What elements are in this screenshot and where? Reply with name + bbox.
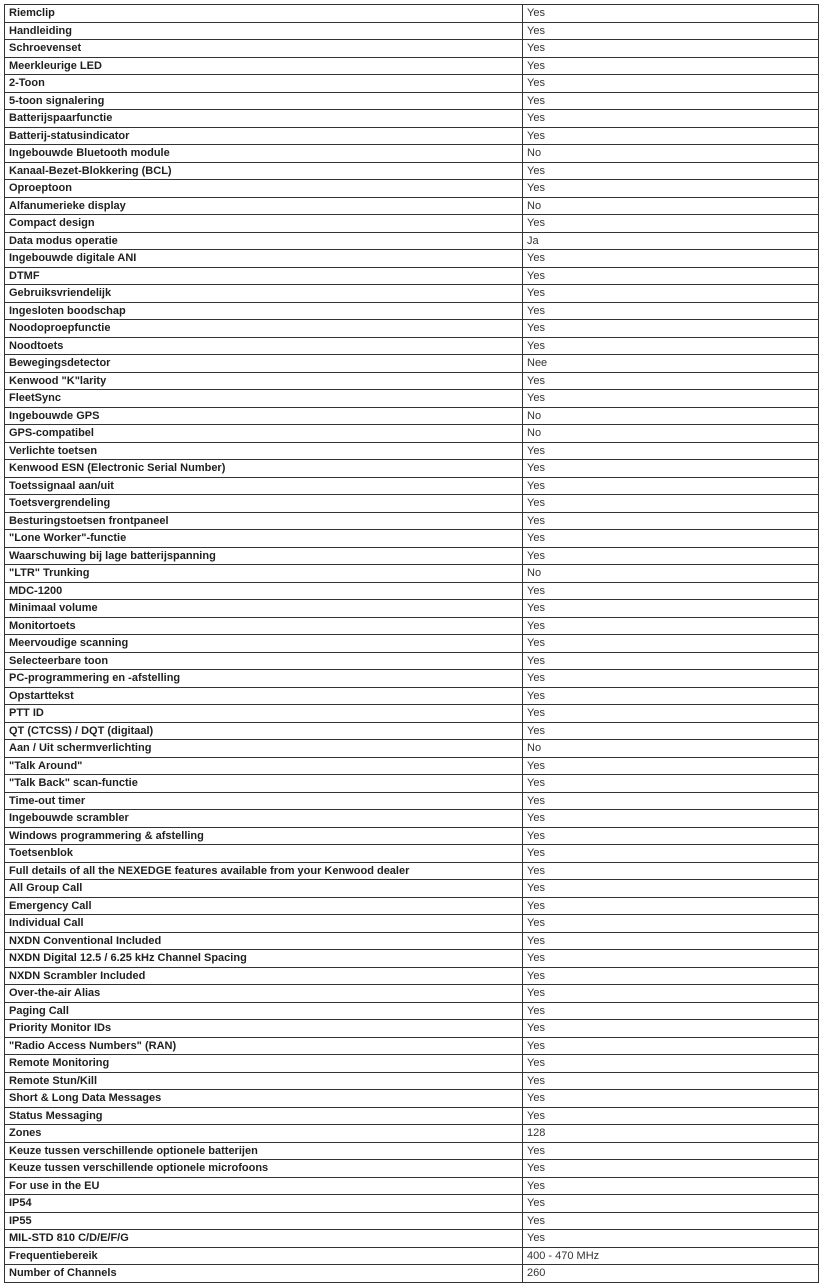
feature-name-cell: Remote Stun/Kill <box>5 1072 523 1090</box>
table-row <box>5 442 819 460</box>
feature-value-cell: Yes <box>523 215 819 233</box>
feature-name-cell: "Talk Around" <box>5 757 523 775</box>
table-row <box>5 127 819 145</box>
table-row <box>5 652 819 670</box>
feature-value-cell: Yes <box>523 1212 819 1230</box>
feature-name-cell: Selecteerbare toon <box>5 652 523 670</box>
table-row <box>5 845 819 863</box>
table-row <box>5 565 819 583</box>
feature-name-cell: QT (CTCSS) / DQT (digitaal) <box>5 722 523 740</box>
feature-value-cell: Yes <box>523 390 819 408</box>
feature-name-cell: Riemclip <box>5 5 523 23</box>
feature-value-cell: Yes <box>523 110 819 128</box>
feature-value-cell: Yes <box>523 512 819 530</box>
feature-name-cell: IP55 <box>5 1212 523 1230</box>
feature-name-cell: "Radio Access Numbers" (RAN) <box>5 1037 523 1055</box>
feature-name-cell: 5-toon signalering <box>5 92 523 110</box>
feature-value-cell: Yes <box>523 932 819 950</box>
feature-value-cell: Yes <box>523 757 819 775</box>
feature-value-cell: Yes <box>523 775 819 793</box>
feature-name-cell: NXDN Conventional Included <box>5 932 523 950</box>
feature-value-cell: Yes <box>523 267 819 285</box>
feature-name-cell: PTT ID <box>5 705 523 723</box>
feature-name-cell: 2-Toon <box>5 75 523 93</box>
feature-name-cell: Aan / Uit schermverlichting <box>5 740 523 758</box>
feature-name-cell: IP54 <box>5 1195 523 1213</box>
table-row <box>5 1142 819 1160</box>
feature-name-cell: Kenwood "K"larity <box>5 372 523 390</box>
feature-value-cell: No <box>523 425 819 443</box>
feature-value-cell: Yes <box>523 1055 819 1073</box>
feature-name-cell: Ingebouwde GPS <box>5 407 523 425</box>
feature-name-cell: GPS-compatibel <box>5 425 523 443</box>
table-row <box>5 1230 819 1248</box>
feature-value-cell: Yes <box>523 1002 819 1020</box>
feature-value-cell: 400 - 470 MHz <box>523 1247 819 1265</box>
feature-value-cell: Yes <box>523 705 819 723</box>
table-row <box>5 705 819 723</box>
feature-name-cell: Compact design <box>5 215 523 233</box>
table-row <box>5 355 819 373</box>
feature-value-cell: Yes <box>523 57 819 75</box>
feature-value-cell: Yes <box>523 1037 819 1055</box>
table-row <box>5 40 819 58</box>
table-row <box>5 22 819 40</box>
feature-name-cell: Gebruiksvriendelijk <box>5 285 523 303</box>
feature-name-cell: NXDN Digital 12.5 / 6.25 kHz Channel Spacing <box>5 950 523 968</box>
table-row <box>5 1037 819 1055</box>
feature-name-cell: Alfanumerieke display <box>5 197 523 215</box>
table-row <box>5 337 819 355</box>
feature-name-cell: Bewegingsdetector <box>5 355 523 373</box>
feature-value-cell: No <box>523 145 819 163</box>
feature-name-cell: DTMF <box>5 267 523 285</box>
feature-name-cell: Paging Call <box>5 1002 523 1020</box>
feature-name-cell: Meervoudige scanning <box>5 635 523 653</box>
feature-value-cell: Yes <box>523 40 819 58</box>
feature-name-cell: Short & Long Data Messages <box>5 1090 523 1108</box>
feature-value-cell: Yes <box>523 92 819 110</box>
table-row <box>5 740 819 758</box>
table-row <box>5 1020 819 1038</box>
table-row <box>5 460 819 478</box>
table-row <box>5 285 819 303</box>
feature-value-cell: Yes <box>523 1090 819 1108</box>
feature-value-cell: Yes <box>523 460 819 478</box>
table-row <box>5 530 819 548</box>
feature-value-cell: Yes <box>523 845 819 863</box>
table-row <box>5 775 819 793</box>
table-row <box>5 635 819 653</box>
feature-value-cell: Yes <box>523 810 819 828</box>
table-row <box>5 1002 819 1020</box>
feature-value-cell: 128 <box>523 1125 819 1143</box>
feature-name-cell: Batterij-statusindicator <box>5 127 523 145</box>
feature-name-cell: "Talk Back" scan-functie <box>5 775 523 793</box>
feature-value-cell: Yes <box>523 22 819 40</box>
table-row <box>5 512 819 530</box>
table-row <box>5 670 819 688</box>
feature-name-cell: PC-programmering en -afstelling <box>5 670 523 688</box>
feature-value-cell: Yes <box>523 302 819 320</box>
table-row <box>5 390 819 408</box>
feature-value-cell: No <box>523 407 819 425</box>
feature-name-cell: "LTR" Trunking <box>5 565 523 583</box>
table-row <box>5 985 819 1003</box>
feature-value-cell: Yes <box>523 1177 819 1195</box>
table-row <box>5 407 819 425</box>
table-row <box>5 5 819 23</box>
feature-value-cell: Yes <box>523 162 819 180</box>
feature-name-cell: MIL-STD 810 C/D/E/F/G <box>5 1230 523 1248</box>
table-row <box>5 267 819 285</box>
table-row <box>5 687 819 705</box>
feature-name-cell: Ingesloten boodschap <box>5 302 523 320</box>
feature-name-cell: Toetsvergrendeling <box>5 495 523 513</box>
feature-value-cell: Yes <box>523 477 819 495</box>
table-row <box>5 810 819 828</box>
table-row <box>5 862 819 880</box>
feature-name-cell: Individual Call <box>5 915 523 933</box>
feature-value-cell: Yes <box>523 180 819 198</box>
feature-name-cell: Frequentiebereik <box>5 1247 523 1265</box>
specifications-table <box>4 4 819 1283</box>
feature-name-cell: Ingebouwde Bluetooth module <box>5 145 523 163</box>
table-row <box>5 950 819 968</box>
feature-name-cell: Keuze tussen verschillende optionele microfoons <box>5 1160 523 1178</box>
table-row <box>5 197 819 215</box>
table-row <box>5 722 819 740</box>
feature-value-cell: Yes <box>523 617 819 635</box>
feature-value-cell: Yes <box>523 530 819 548</box>
feature-name-cell: Ingebouwde digitale ANI <box>5 250 523 268</box>
feature-name-cell: Meerkleurige LED <box>5 57 523 75</box>
feature-name-cell: Priority Monitor IDs <box>5 1020 523 1038</box>
feature-name-cell: Besturingstoetsen frontpaneel <box>5 512 523 530</box>
feature-name-cell: Noodtoets <box>5 337 523 355</box>
specifications-body <box>5 4 819 1282</box>
feature-value-cell: Yes <box>523 950 819 968</box>
feature-value-cell: Yes <box>523 1230 819 1248</box>
table-row <box>5 1177 819 1195</box>
feature-value-cell: Yes <box>523 1107 819 1125</box>
feature-value-cell: Yes <box>523 897 819 915</box>
feature-value-cell: Yes <box>523 442 819 460</box>
feature-value-cell: Yes <box>523 1195 819 1213</box>
feature-name-cell: Status Messaging <box>5 1107 523 1125</box>
table-row <box>5 1160 819 1178</box>
feature-value-cell: Yes <box>523 1020 819 1038</box>
feature-name-cell: For use in the EU <box>5 1177 523 1195</box>
feature-name-cell: Ingebouwde scrambler <box>5 810 523 828</box>
table-row <box>5 932 819 950</box>
table-row <box>5 215 819 233</box>
feature-name-cell: Monitortoets <box>5 617 523 635</box>
feature-name-cell: Opstarttekst <box>5 687 523 705</box>
table-row <box>5 372 819 390</box>
table-row <box>5 915 819 933</box>
feature-name-cell: Over-the-air Alias <box>5 985 523 1003</box>
table-row <box>5 180 819 198</box>
feature-value-cell: Yes <box>523 5 819 23</box>
feature-value-cell: Yes <box>523 635 819 653</box>
feature-name-cell: Number of Channels <box>5 1265 523 1283</box>
feature-value-cell: Yes <box>523 600 819 618</box>
feature-value-cell: Yes <box>523 687 819 705</box>
feature-value-cell: Yes <box>523 1072 819 1090</box>
feature-name-cell: Oproeptoon <box>5 180 523 198</box>
feature-value-cell: No <box>523 565 819 583</box>
table-row <box>5 250 819 268</box>
feature-name-cell: MDC-1200 <box>5 582 523 600</box>
feature-name-cell: Noodoproepfunctie <box>5 320 523 338</box>
feature-value-cell: Yes <box>523 582 819 600</box>
feature-value-cell: Yes <box>523 285 819 303</box>
feature-value-cell: Yes <box>523 1160 819 1178</box>
table-row <box>5 967 819 985</box>
feature-name-cell: "Lone Worker"-functie <box>5 530 523 548</box>
feature-value-cell: Yes <box>523 827 819 845</box>
table-row <box>5 582 819 600</box>
table-row <box>5 320 819 338</box>
feature-name-cell: Toetssignaal aan/uit <box>5 477 523 495</box>
table-row <box>5 600 819 618</box>
feature-name-cell: Zones <box>5 1125 523 1143</box>
table-row <box>5 547 819 565</box>
feature-name-cell: Data modus operatie <box>5 232 523 250</box>
feature-name-cell: Time-out timer <box>5 792 523 810</box>
feature-value-cell: Yes <box>523 880 819 898</box>
feature-value-cell: Yes <box>523 722 819 740</box>
feature-name-cell: Kanaal-Bezet-Blokkering (BCL) <box>5 162 523 180</box>
table-row <box>5 617 819 635</box>
feature-value-cell: Yes <box>523 792 819 810</box>
feature-value-cell: Nee <box>523 355 819 373</box>
table-row <box>5 477 819 495</box>
table-row <box>5 880 819 898</box>
feature-name-cell: Schroevenset <box>5 40 523 58</box>
feature-name-cell: Verlichte toetsen <box>5 442 523 460</box>
feature-name-cell: All Group Call <box>5 880 523 898</box>
feature-name-cell: Waarschuwing bij lage batterijspanning <box>5 547 523 565</box>
table-row <box>5 897 819 915</box>
feature-value-cell: Yes <box>523 547 819 565</box>
table-row <box>5 1212 819 1230</box>
feature-value-cell: Yes <box>523 495 819 513</box>
table-row <box>5 425 819 443</box>
feature-value-cell: No <box>523 197 819 215</box>
table-row <box>5 1125 819 1143</box>
table-row <box>5 792 819 810</box>
feature-value-cell: Yes <box>523 915 819 933</box>
feature-value-cell: Yes <box>523 670 819 688</box>
feature-value-cell: No <box>523 740 819 758</box>
table-row <box>5 1195 819 1213</box>
feature-name-cell: Minimaal volume <box>5 600 523 618</box>
table-row <box>5 75 819 93</box>
feature-name-cell: Windows programmering & afstelling <box>5 827 523 845</box>
feature-name-cell: Kenwood ESN (Electronic Serial Number) <box>5 460 523 478</box>
feature-name-cell: Remote Monitoring <box>5 1055 523 1073</box>
feature-value-cell: Yes <box>523 652 819 670</box>
table-row <box>5 1107 819 1125</box>
feature-name-cell: Full details of all the NEXEDGE features available from your Kenwood dealer <box>5 862 523 880</box>
feature-value-cell: Yes <box>523 250 819 268</box>
feature-value-cell: Yes <box>523 1142 819 1160</box>
feature-name-cell: Toetsenblok <box>5 845 523 863</box>
feature-name-cell: Keuze tussen verschillende optionele batterijen <box>5 1142 523 1160</box>
table-row <box>5 1090 819 1108</box>
feature-value-cell: Yes <box>523 862 819 880</box>
table-row <box>5 92 819 110</box>
feature-value-cell: Yes <box>523 967 819 985</box>
table-row <box>5 1055 819 1073</box>
table-row <box>5 110 819 128</box>
feature-value-cell: Yes <box>523 75 819 93</box>
feature-value-cell: 260 <box>523 1265 819 1283</box>
table-row <box>5 1265 819 1283</box>
feature-name-cell: Emergency Call <box>5 897 523 915</box>
feature-value-cell: Ja <box>523 232 819 250</box>
feature-value-cell: Yes <box>523 372 819 390</box>
table-row <box>5 495 819 513</box>
table-row <box>5 302 819 320</box>
table-row <box>5 757 819 775</box>
feature-name-cell: Handleiding <box>5 22 523 40</box>
feature-name-cell: Batterijspaarfunctie <box>5 110 523 128</box>
feature-value-cell: Yes <box>523 337 819 355</box>
table-row <box>5 57 819 75</box>
feature-name-cell: NXDN Scrambler Included <box>5 967 523 985</box>
table-row <box>5 162 819 180</box>
feature-name-cell: FleetSync <box>5 390 523 408</box>
feature-value-cell: Yes <box>523 985 819 1003</box>
table-row <box>5 827 819 845</box>
table-row <box>5 1072 819 1090</box>
feature-value-cell: Yes <box>523 127 819 145</box>
table-row <box>5 145 819 163</box>
table-row <box>5 1247 819 1265</box>
feature-value-cell: Yes <box>523 320 819 338</box>
table-row <box>5 232 819 250</box>
